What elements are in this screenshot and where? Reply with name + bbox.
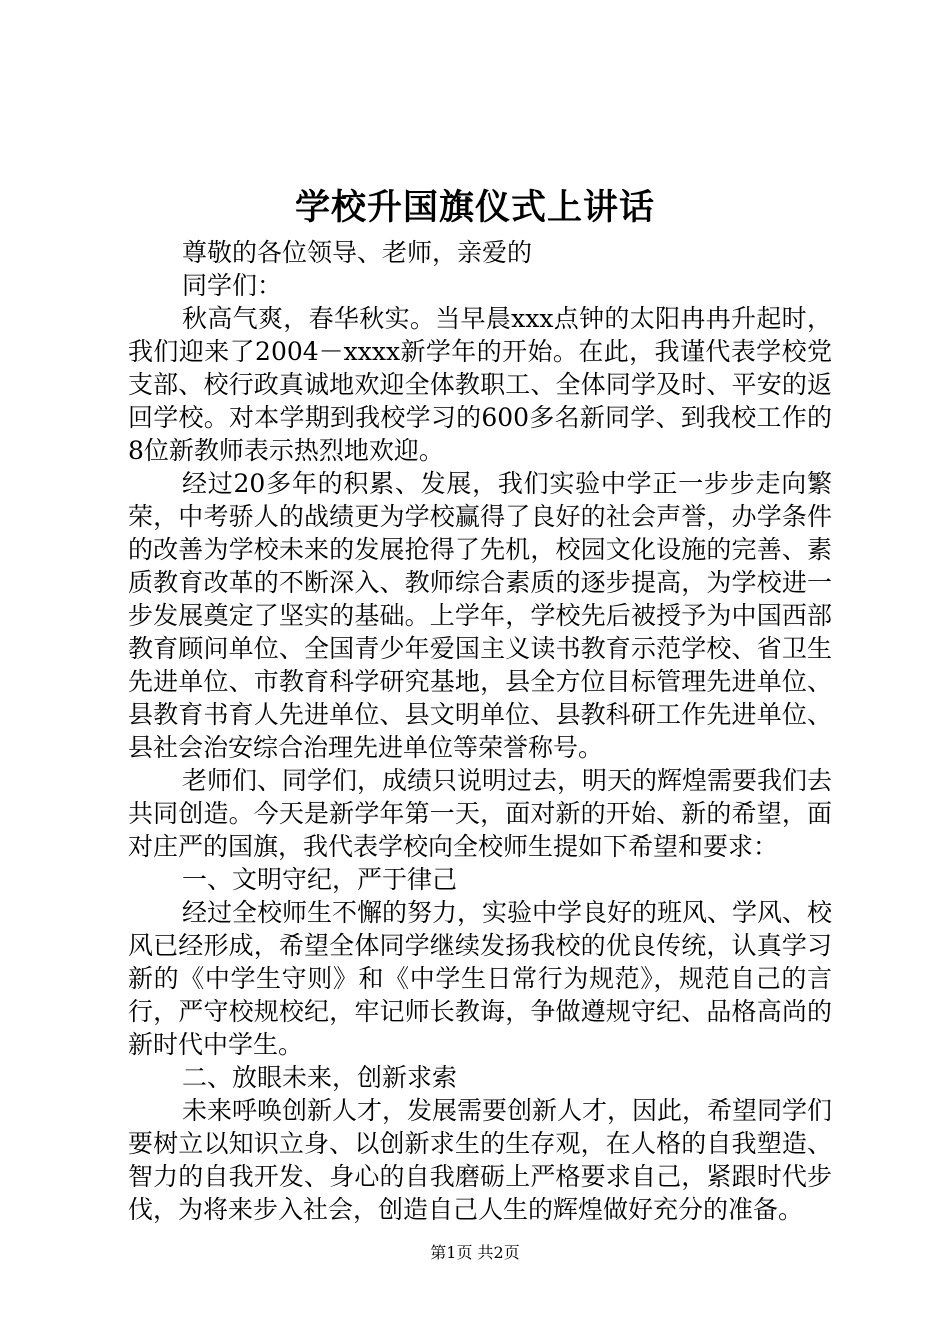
document-title: 学校升国旗仪式上讲话 — [294, 187, 655, 228]
paragraph-discipline: 经过全校师生不懈的努力，实验中学良好的班风、学风、校风已经形成，希望全体同学继续发扬我校的优良传统，认真学习新的《中学生守则》和《中学生日常行为规范》，规范自己的言行，严守校规校纪，牢记师长教诲，争做遵规守纪、品格高尚的新时代中学生。 — [128, 898, 833, 1059]
document-body — [128, 236, 832, 1226]
paragraph-opening: 秋高气爽，春华秋实。当早晨xxx点钟的太阳冉冉升起时，我们迎来了2004－xxxx新学年的开始。在此，我谨代表学校党支部、校行政真诚地欢迎全体教职工、全体同学及时、平安的返回学校。对本学期到我校学习的600多名新同学、到我校工作的8位新教师表示热烈地欢迎。 — [128, 304, 832, 465]
salutation-line-1: 尊敬的各位领导、老师，亲爱的 — [182, 238, 533, 267]
paragraph-achievements: 经过20多年的积累、发展，我们实验中学正一步步走向繁荣，中考骄人的战绩更为学校赢得了良好的社会声誉，办学条件的改善为学校未来的发展抢得了先机，校园文化设施的完善、素质教育改革的不断深入、教师综合素质的逐步提高，为学校进一步发展奠定了坚实的基础。上学年，学校先后被授予为中国西部教育顾问单位、全国青少年爱国主义读书教育示范学校、省卫生先进单位、市教育科学研究基地，县全方位目标管理先进单位、县教育书育人先进单位、县文明单位、县教科研工作先进单位、县社会治安综合治理先进单位等荣誉称号。 — [128, 469, 832, 762]
page-number-footer: 第1页 共2页 — [430, 1243, 520, 1262]
paragraph-expectations: 老师们、同学们，成绩只说明过去，明天的辉煌需要我们去共同创造。今天是新学年第一天，面对新的开始、新的希望，面对庄严的国旗，我代表学校向全校师生提如下希望和要求： — [128, 766, 833, 861]
paragraph-innovation: 未来呼唤创新人才，发展需要创新人才，因此，希望同学们要树立以知识立身、以创新求生的生存观，在人格的自我塑造、智力的自我开发、身心的自我磨砺上严格要求自己，紧跟时代步伐，为将来步入社会，创造自己人生的辉煌做好充分的准备。 — [128, 1096, 833, 1224]
salutation-line-2: 同学们： — [182, 271, 283, 300]
section-heading-2: 二、放眼未来，创新求索 — [182, 1063, 458, 1092]
section-heading-1: 一、文明守纪，严于律己 — [182, 865, 458, 894]
